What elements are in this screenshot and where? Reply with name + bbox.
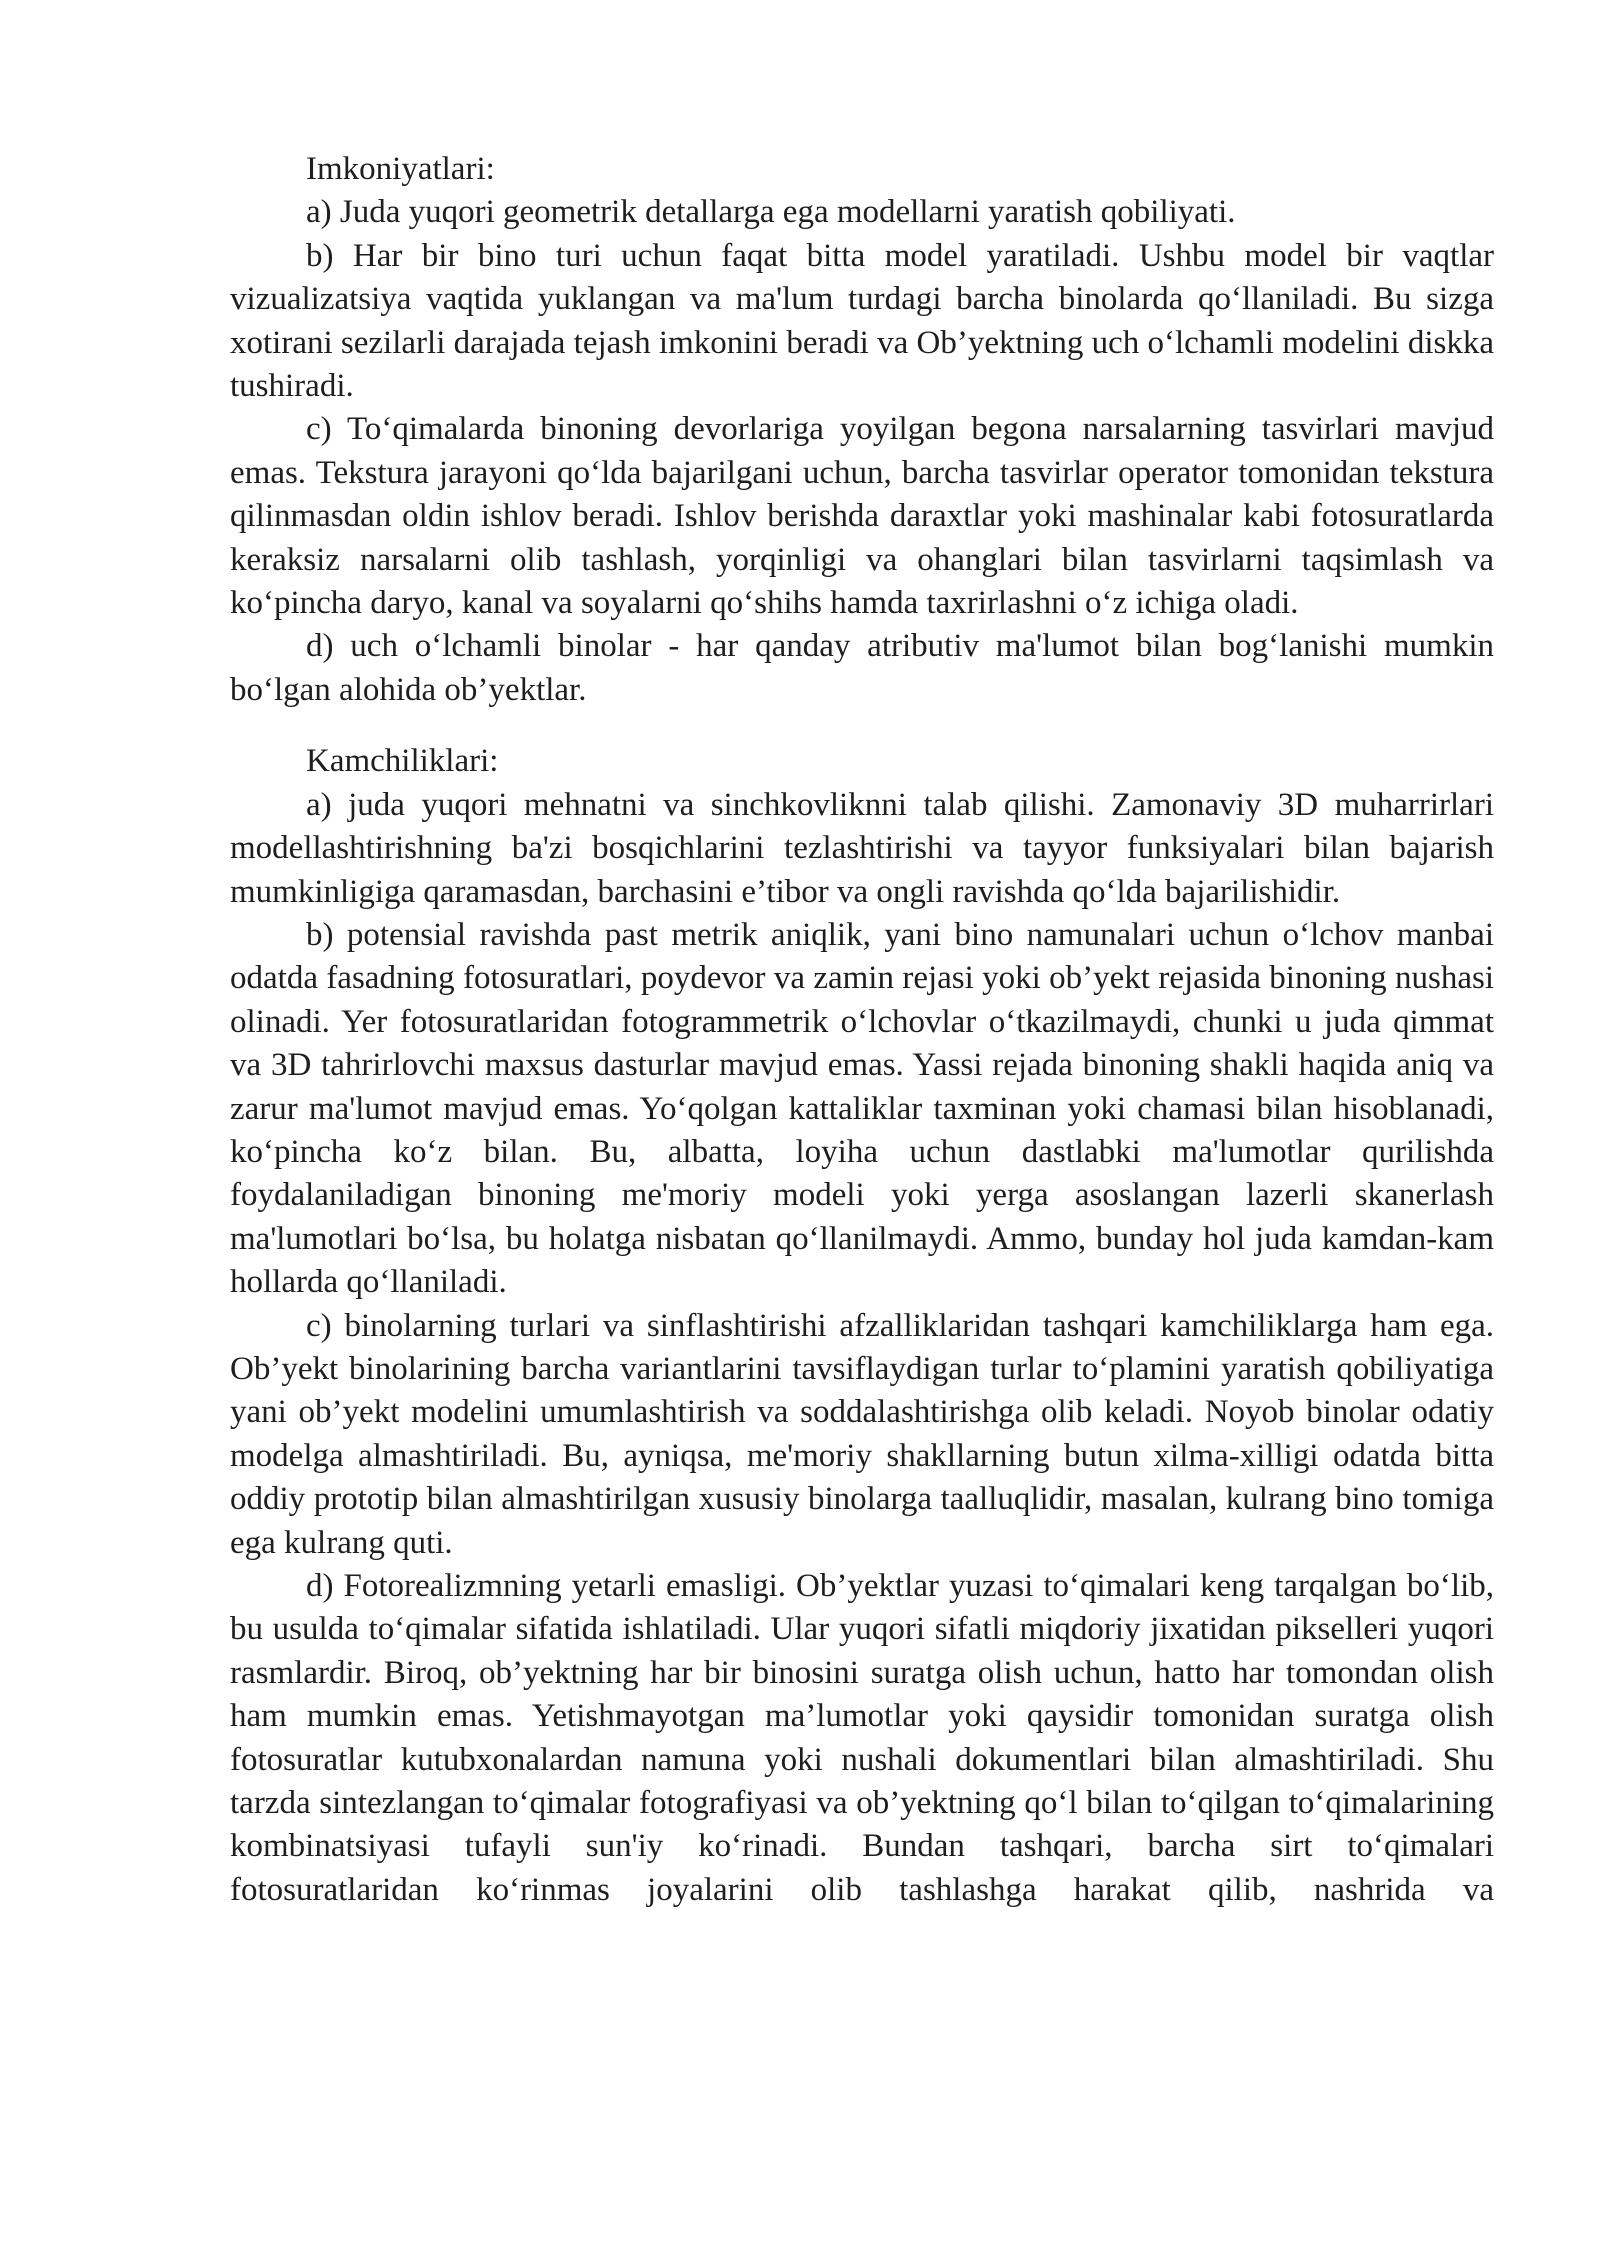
disadvantage-item-a: a) juda yuqori mehnatni va sinchkovliknni talab qilishi. Zamonaviy 3D muharrirlari modellashtirishning ba'zi bosqichlarini tezlashtirishi va tayyor funksiyalari bilan bajarish mumkinligiga qaramasdan, barchasini e’tibor va ongli ravishda qo‘lda bajarilishidir.	[230, 786, 1494, 910]
disadvantage-item-b: b) potensial ravishda past metrik aniqlik, yani bino namunalari uchun o‘lchov manbai odatda fasadning fotosuratlari, poydevor va zamin rejasi yoki ob’yekt rejasida binoning nushasi olinadi. Yer fotosuratlaridan fotogrammetrik o‘lchovlar o‘tkazilmaydi, chunki u juda qimmat va 3D tahrirlovchi maxsus dasturlar mavjud emas. Yassi rejada binoning shakli haqida aniq va zarur ma'lumot mavjud emas. Yo‘qolgan kattaliklar taxminan yoki chamasi bilan hisoblanadi, ko‘pincha ko‘z bilan. Bu, albatta, loyiha uchun dastlabki ma'lumotlar qurilishda foydalaniladigan binoning me'moriy modeli yoki yerga asoslangan lazerli skanerlash ma'lumotlari bo‘lsa, bu holatga nisbatan qo‘llanilmaydi. Ammo, bunday hol juda kamdan-kam hollarda qo‘llaniladi.	[230, 916, 1494, 1301]
section-spacer	[230, 712, 1494, 740]
advantage-item-c: c) To‘qimalarda binoning devorlariga yoyilgan begona narsalarning tasvirlari mavjud emas. Tekstura jarayoni qo‘lda bajarilgani uchun, barcha tasvirlar operator tomonidan tekstura qilinmasdan oldin ishlov beradi. Ishlov berishda daraxtlar yoki mashinalar kabi fotosuratlarda keraksiz narsalarni olib tashlash, yorqinligi va ohanglari bilan tasvirlarni taqsimlash va ko‘pincha daryo, kanal va soyalarni qo‘shihs hamda taxrirlashni o‘z ichiga oladi.	[230, 411, 1494, 622]
advantage-item-b: b) Har bir bino turi uchun faqat bitta model yaratiladi. Ushbu model bir vaqtlar vizualizatsiya vaqtida yuklangan va ma'lum turdagi barcha binolarda qo‘llaniladi. Bu sizga xotirani sezilarli darajada tejash imkonini beradi va Ob’yektning uch o‘lchamli modelini diskka tushiradi.	[230, 237, 1494, 405]
disadvantage-item-c: c) binolarning turlari va sinflashtirishi afzalliklaridan tashqari kamchiliklarga ham ega. Ob’yekt binolarining barcha variantlarini tavsiflaydigan turlar to‘plamini yaratish qobiliyatiga yani ob’yekt modelini umumlashtirish va soddalashtirishga olib keladi. Noyob binolar odatiy modelga almashtiriladi. Bu, ayniqsa, me'moriy shakllarning butun xilma-xilligi odatda bitta oddiy prototip bilan almashtirilgan xususiy binolarga taalluqlidir, masalan, kulrang bino tomiga ega kulrang quti.	[230, 1307, 1494, 1561]
disadvantages-heading: Kamchiliklari:	[306, 743, 499, 780]
document-page	[230, 148, 1494, 1912]
disadvantage-item-d: d) Fotorealizmning yetarli emasligi. Ob’yektlar yuzasi to‘qimalari keng tarqalgan bo‘lib, bu usulda to‘qimalar sifatida ishlatiladi. Ular yuqori sifatli miqdoriy jixatidan pikselleri yuqori rasmlardir. Biroq, ob’yektning har bir binosini suratga olish uchun, hatto har tomondan olish ham mumkin emas. Yetishmayotgan ma’lumotlar yoki qaysidir tomonidan suratga olish fotosuratlar kutubxonalardan namuna yoki nushali dokumentlari bilan almashtiriladi. Shu tarzda sintezlangan to‘qimalar fotografiyasi va ob’yektning qo‘l bilan to‘qilgan to‘qimalarining kombinatsiyasi tufayli sun'iy ko‘rinadi. Bundan tashqari, barcha sirt to‘qimalari fotosuratlaridan ko‘rinmas joyalarini olib tashlashga harakat qilib, nashrida va	[230, 1568, 1494, 1908]
advantage-item-d: d) uch o‘lchamli binolar - har qanday atributiv ma'lumot bilan bog‘lanishi mumkin bo‘lgan alohida ob’yektlar.	[230, 628, 1494, 708]
advantages-heading: Imkoniyatlari:	[306, 151, 495, 187]
advantage-item-a: a) Juda yuqori geometrik detallarga ega modellarni yaratish qobiliyati.	[306, 194, 1236, 231]
